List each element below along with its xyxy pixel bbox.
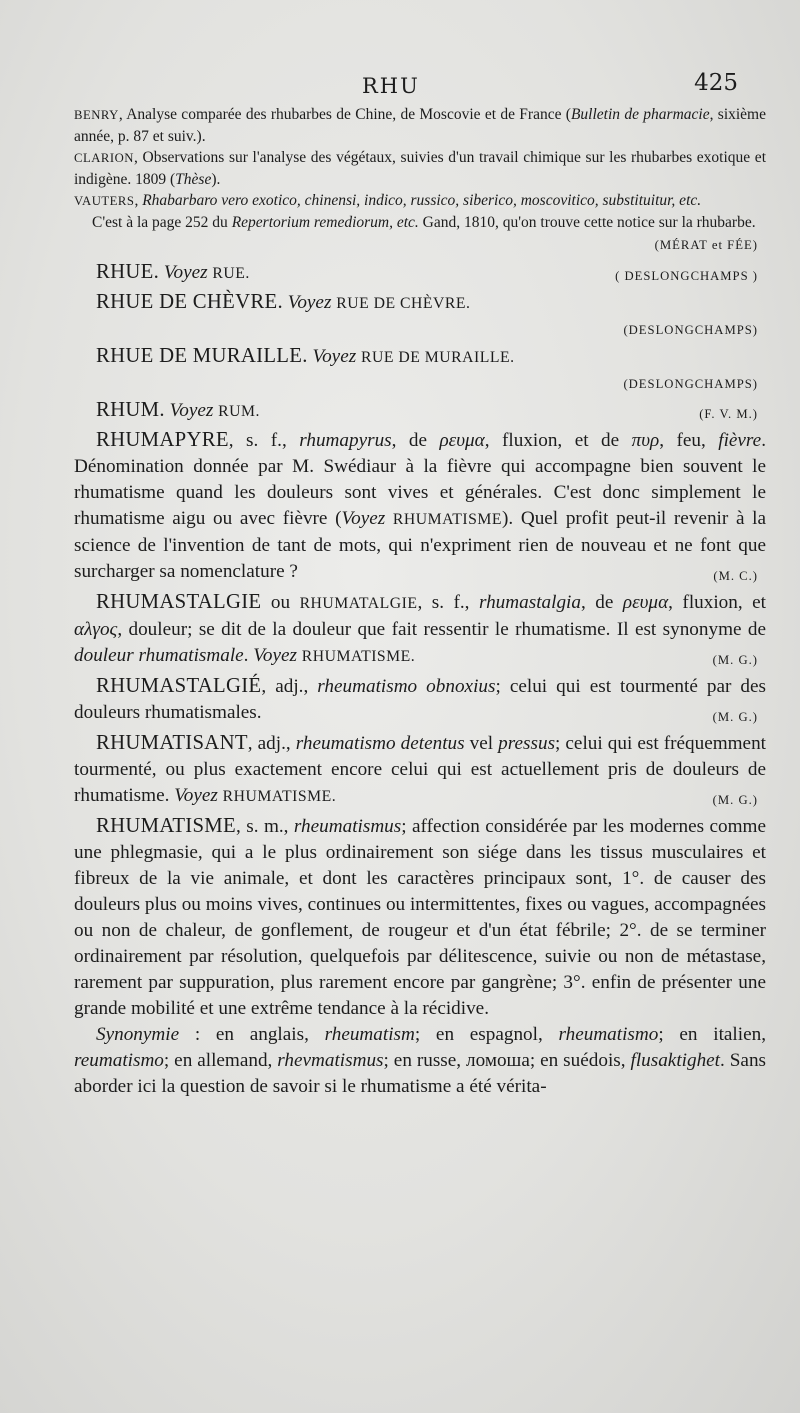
cross-reference: RUE DE CHÈVRE.	[336, 295, 471, 312]
attribution: (DESLONGCHAMPS)	[623, 377, 758, 391]
dictionary-entry	[74, 397, 766, 425]
italic-term: rheumatismo detentus	[295, 733, 465, 754]
cross-reference: RHUMATISME.	[222, 788, 337, 805]
italic-term: rheumatismo obnoxius	[317, 676, 496, 697]
page-number: 425	[694, 70, 738, 96]
attribution: (F. V. M.)	[699, 407, 758, 421]
bib-author: VAUTERS	[74, 194, 135, 208]
italic-term: αλγος	[74, 619, 118, 640]
entry-headword: RHUMAPYRE	[96, 429, 229, 451]
attribution: (M. G.)	[712, 793, 758, 807]
entry-headword: RHUM.	[96, 399, 165, 421]
bib-note: C'est à la page 252 du Repertorium remediorum, etc. Gand, 1810, qu'on trouve cette notice sur la rhubarbe. (MÉRAT et FÉE)	[74, 212, 766, 233]
dictionary-entry: RHUMASTALGIÉ, adj., rheumatismo obnoxius; celui qui est tourmenté par des douleurs rhumatismales. (M. G.)	[74, 673, 766, 726]
italic-term: ρευμα	[439, 430, 485, 451]
dictionary-entries	[74, 259, 766, 1100]
italic-term: rhevmatismus	[277, 1050, 384, 1071]
italic-term: rheumatism	[324, 1024, 415, 1045]
cross-reference: RHUMATISME	[392, 511, 502, 528]
italic-term: douleur rhumatismale	[74, 645, 244, 666]
see-also: Voyez	[163, 262, 208, 283]
dictionary-entry	[74, 343, 766, 371]
attribution: (MÉRAT et FÉE)	[654, 238, 758, 252]
italic-term: ρευμα	[622, 592, 669, 613]
bib-item: BENRY, Analyse comparée des rhubarbes de Chine, de Moscovie et de France (Bulletin de pharmacie, sixième année, p. 87 et suiv.).	[74, 106, 766, 145]
dictionary-entry	[74, 289, 766, 317]
cross-reference: RUE.	[212, 265, 250, 282]
synonymie-paragraph: Synonymie : en anglais, rheumatism; en espagnol, rheumatismo; en italien, reumatismo; en allemand, rhevmatismus; en russe, ломоша; en suédois, flusaktighet. Sans aborder ici la question de savoir si le rhumatisme a été vérita-	[74, 1024, 766, 1097]
running-head-title: RHU	[362, 74, 420, 98]
dictionary-entry: RHUMATISANT, adj., rheumatismo detentus vel pressus; celui qui est fréquemment tourmenté, ou plus exactement encore celui qui est actuellement pris de douleurs de rhumatisme. Voyez RHUMATISME. (M. G.)	[74, 730, 766, 810]
italic-term: pressus	[498, 733, 556, 754]
entry-headword: RHUMATISANT	[96, 732, 248, 754]
dictionary-entry: RHUMATISME, s. m., rheumatismus; affection considérée par les modernes comme une phlegmasie, qui a le plus ordinairement son siége dans les tissus musculaires et fibreux de la vie animale, et dont les caractères principaux sont, 1°. de causer des douleurs plus ou moins vives, continues ou intermittentes, fixes ou vagues, accompagnées ou non de chaleur, de gonflement, de rougeur et d'un état fébrile; 2°. de se terminer ordinairement par résolution, quelquefois par délitescence, suivie ou non de métastase, rarement par suppuration, plus rarement encore par gangrène; 3°. enfin de présenter une grande mobilité et une extrême tendance à la récidive.	[74, 815, 766, 1019]
entry-headword: RHUMASTALGIÉ	[96, 675, 262, 697]
attribution: (M. G.)	[712, 653, 758, 667]
cross-reference: RUE DE MURAILLE.	[360, 349, 515, 366]
attribution: (M. G.)	[712, 710, 758, 724]
entry-headword: RHUMATISME	[96, 815, 236, 837]
italic-term: Voyez	[341, 508, 386, 529]
italic-term: πυρ	[631, 430, 660, 451]
bib-item: VAUTERS, Rhabarbaro vero exotico, chinensi, indico, russico, siberico, moscovitico, substituitur, etc.	[74, 192, 702, 209]
entry-headword: RHUE.	[96, 261, 160, 283]
dictionary-entry: RHUMAPYRE, s. f., rhumapyrus, de ρευμα, fluxion, et de πυρ, feu, fièvre. Dénomination donnée par M. Swédiaur à la fièvre qui accompagne bien souvent le rhumatisme quand les douleurs sont vives et générales. C'est donc simplement le rhumatisme aigu ou avec fièvre (Voyez RHUMATISME). Quel profit peut-il revenir à la science de l'invention de tant de mots, qui n'expriment rien de nouveau et ne font que surcharger sa nomenclature ? (M. C.)	[74, 427, 766, 585]
entry-headword: RHUE DE MURAILLE.	[96, 345, 308, 367]
bib-author: CLARION	[74, 151, 134, 165]
see-also: Voyez	[287, 292, 332, 313]
italic-term: rheumatismo	[558, 1024, 659, 1045]
dictionary-entry: RHUMASTALGIE ou RHUMATALGIE, s. f., rhumastalgia, de ρευμα, fluxion, et αλγος, douleur; se dit de la douleur que fait ressentir le rhumatisme. Il est synonyme de douleur rhumatismale. Voyez RHUMATISME. (M. G.)	[74, 589, 766, 670]
dictionary-entry	[74, 259, 766, 287]
italic-term: rhumapyrus	[299, 430, 392, 451]
italic-term: Voyez	[174, 785, 218, 806]
italic-term: rhumastalgia	[478, 592, 581, 613]
entry-headword: RHUE DE CHÈVRE.	[96, 291, 283, 313]
attribution: ( DESLONGCHAMPS )	[615, 269, 758, 283]
italic-term: reumatismo	[74, 1050, 164, 1071]
bib-item: CLARION, Observations sur l'analyse des végétaux, suivies d'un travail chimique sur les rhubarbes exotique et indigène. 1809 (Thèse).	[74, 149, 766, 188]
entry-headword: RHUMASTALGIE	[96, 591, 262, 613]
cross-reference: RUM.	[218, 403, 260, 420]
running-head	[74, 70, 766, 104]
italic-term: rheumatismus	[293, 816, 402, 837]
cross-reference: RHUMATALGIE	[299, 595, 418, 612]
term: ломоша	[466, 1050, 530, 1071]
attribution: (DESLONGCHAMPS)	[623, 323, 758, 337]
bibliography	[74, 104, 766, 252]
see-also: Voyez	[169, 400, 214, 421]
italic-term: flusaktighet	[630, 1050, 721, 1071]
cross-reference: RHUMATISME.	[301, 648, 416, 665]
attribution: (M. C.)	[713, 569, 758, 583]
see-also: Voyez	[312, 346, 357, 367]
italic-term: Voyez	[253, 645, 297, 666]
synonymie-label: Synonymie	[96, 1024, 180, 1045]
bib-author: BENRY	[74, 108, 119, 122]
italic-term: fièvre	[718, 430, 762, 451]
